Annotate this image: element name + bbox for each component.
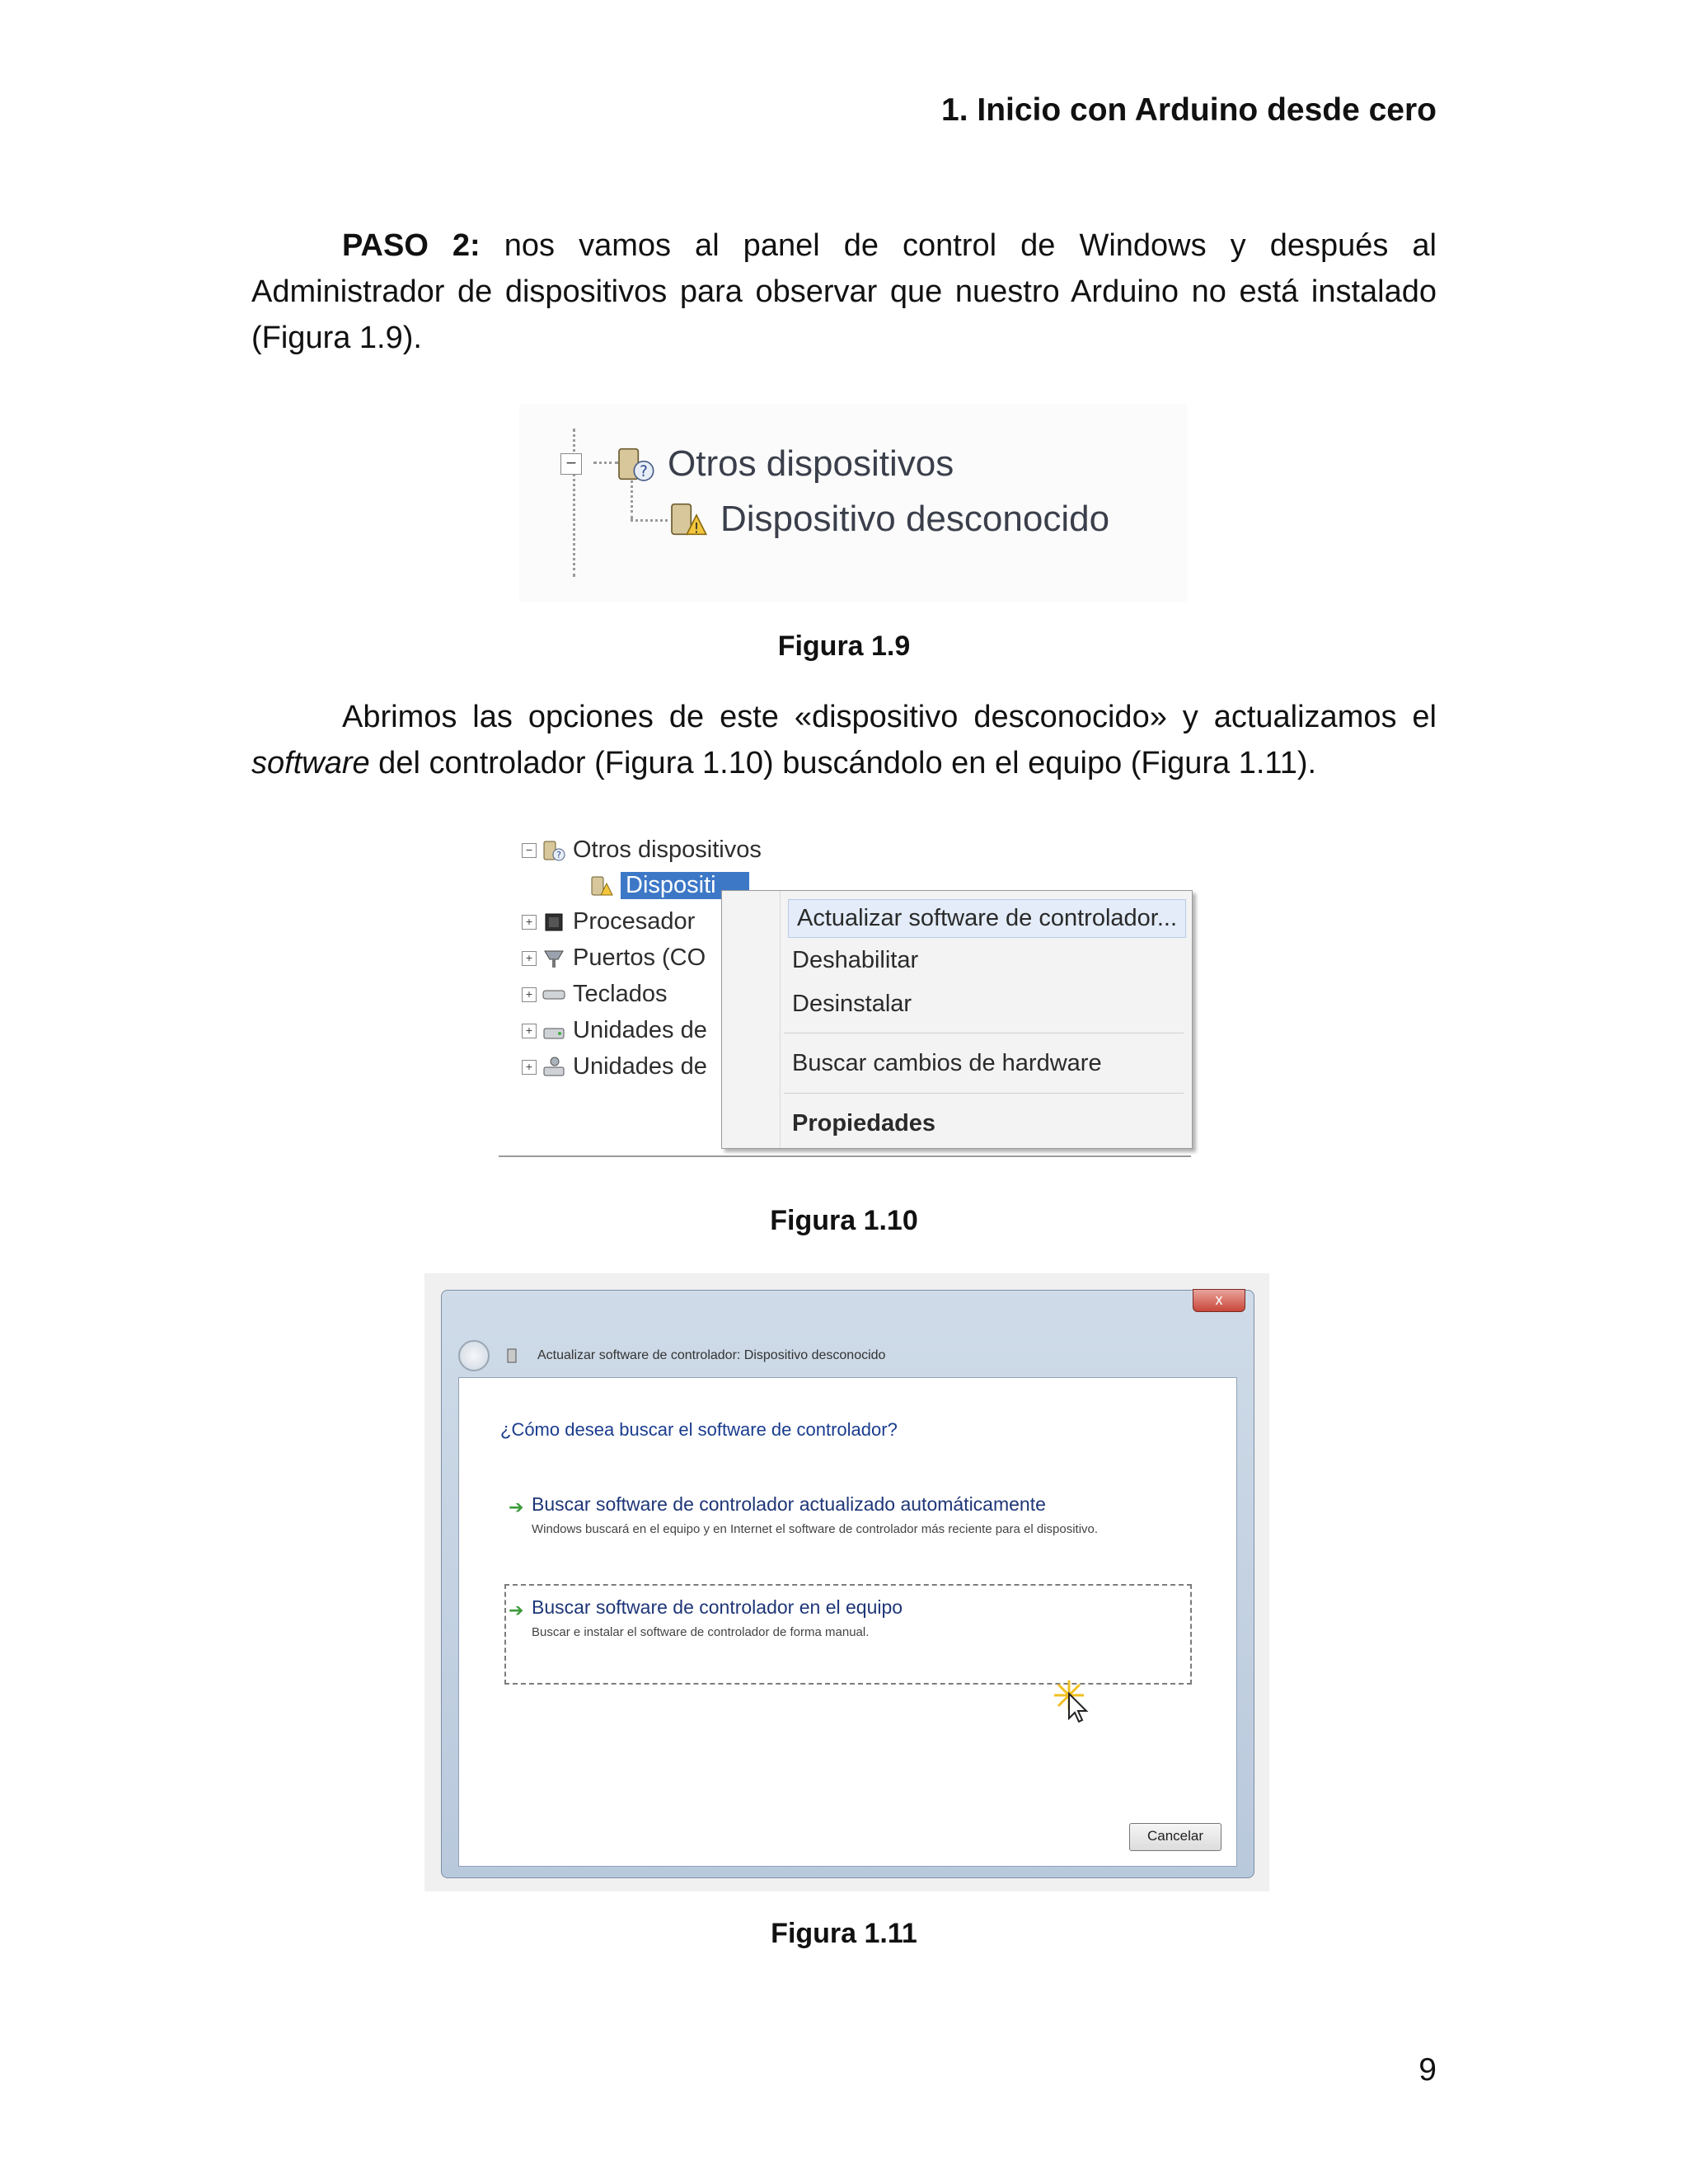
collapse-icon[interactable]: − <box>560 453 582 475</box>
option-computer-title: Buscar software de controlador en el equipo <box>532 1596 903 1618</box>
green-arrow-icon: ➔ <box>509 1600 524 1620</box>
svg-text:?: ? <box>640 463 648 480</box>
tree-item-puertos[interactable]: Puertos (CO <box>573 944 706 971</box>
menu-disable[interactable]: Deshabilitar <box>792 947 919 973</box>
unknown-device-warning-icon <box>668 499 709 540</box>
drive-icon <box>542 1019 566 1043</box>
tree-item-otros-dispositivos[interactable]: Otros dispositivos <box>668 443 954 484</box>
page-number: 9 <box>1418 2052 1437 2088</box>
window-content <box>458 1377 1237 1867</box>
menu-update-driver[interactable]: Actualizar software de controlador... <box>788 899 1186 938</box>
option-computer-desc: Buscar e instalar el software de controlador de forma manual. <box>532 1625 870 1639</box>
tree-item-unidades-1[interactable]: Unidades de <box>573 1017 707 1043</box>
close-button[interactable]: x <box>1193 1289 1245 1312</box>
tree-bottom-border <box>499 1155 1191 1157</box>
figure-1-10 <box>499 816 1191 1179</box>
option-automatic-title: Buscar software de controlador actualizado automáticamente <box>532 1493 1046 1515</box>
drive-user-icon <box>542 1055 566 1080</box>
window-title: Actualizar software de controlador: Dispositivo desconocido <box>537 1348 886 1362</box>
unknown-device-warning-icon <box>589 874 614 898</box>
tree-item-unidades-2[interactable]: Unidades de <box>573 1053 707 1080</box>
caption-figura-1-11: Figura 1.11 <box>771 1918 917 1949</box>
option-search-computer[interactable] <box>509 1596 1184 1654</box>
software-italic: software <box>251 746 370 780</box>
caption-figura-1-10: Figura 1.10 <box>770 1205 918 1236</box>
driver-update-window <box>441 1290 1254 1878</box>
tree-item-dispositivo-selected[interactable]: Dispositi <box>621 872 749 899</box>
expand-icon[interactable]: + <box>522 915 537 930</box>
unknown-devices-icon <box>615 443 656 485</box>
tree-item-teclados[interactable]: Teclados <box>573 981 668 1007</box>
green-arrow-icon: ➔ <box>509 1497 524 1517</box>
abrimos-text-2: del controlador (Figura 1.10) buscándolo en el equipo (Figura 1.11). <box>369 746 1317 780</box>
window-title-bar <box>458 1340 885 1371</box>
tree-item-dispositivo-desconocido[interactable]: Dispositivo desconocido <box>720 499 1110 539</box>
expand-icon[interactable]: + <box>522 951 537 966</box>
chapter-header: 1. Inicio con Arduino desde cero <box>941 92 1437 128</box>
keyboard-icon <box>542 982 566 1007</box>
menu-properties[interactable]: Propiedades <box>792 1110 936 1137</box>
unknown-devices-icon <box>542 838 566 863</box>
tree-item-procesador[interactable]: Procesador <box>573 908 696 935</box>
option-automatic-desc: Windows buscará en el equipo y en Internet el software de controlador más reciente para el dispositivo. <box>532 1522 1099 1536</box>
paragraph-abrimos <box>251 694 1437 786</box>
collapse-icon[interactable]: − <box>522 843 537 858</box>
figure-1-9 <box>519 404 1187 602</box>
menu-uninstall[interactable]: Desinstalar <box>792 991 912 1017</box>
port-icon <box>542 946 566 971</box>
processor-icon <box>542 910 566 935</box>
back-arrow-icon[interactable] <box>458 1340 490 1371</box>
cancel-button[interactable]: Cancelar <box>1129 1823 1221 1851</box>
option-search-automatic[interactable] <box>509 1493 1184 1559</box>
device-icon <box>506 1347 518 1364</box>
paragraph-paso-2 <box>251 223 1437 361</box>
context-menu <box>721 890 1193 1149</box>
caption-figura-1-9: Figura 1.9 <box>777 630 911 662</box>
menu-separator <box>784 1093 1184 1094</box>
search-question: ¿Cómo desea buscar el software de controlador? <box>500 1419 898 1440</box>
svg-text:?: ? <box>556 849 561 860</box>
svg-text:!: ! <box>693 520 700 537</box>
expand-icon[interactable]: + <box>522 1060 537 1075</box>
menu-scan-hardware[interactable]: Buscar cambios de hardware <box>792 1050 1102 1076</box>
tree-item-otros-dispositivos[interactable]: Otros dispositivos <box>573 837 762 863</box>
expand-icon[interactable]: + <box>522 1024 537 1038</box>
abrimos-text-1: Abrimos las opciones de este «dispositivo desconocido» y actualizamos el <box>342 700 1437 734</box>
paso-text: nos vamos al panel de control de Windows y después al Administrador de dispositivos para observar que nuestro Arduino no está instalado (Figura 1.9). <box>251 228 1437 355</box>
expand-icon[interactable]: + <box>522 987 537 1002</box>
mouse-cursor-icon <box>1053 1679 1102 1728</box>
paso-label: PASO 2: <box>342 228 481 263</box>
figure-1-11 <box>424 1273 1269 1891</box>
